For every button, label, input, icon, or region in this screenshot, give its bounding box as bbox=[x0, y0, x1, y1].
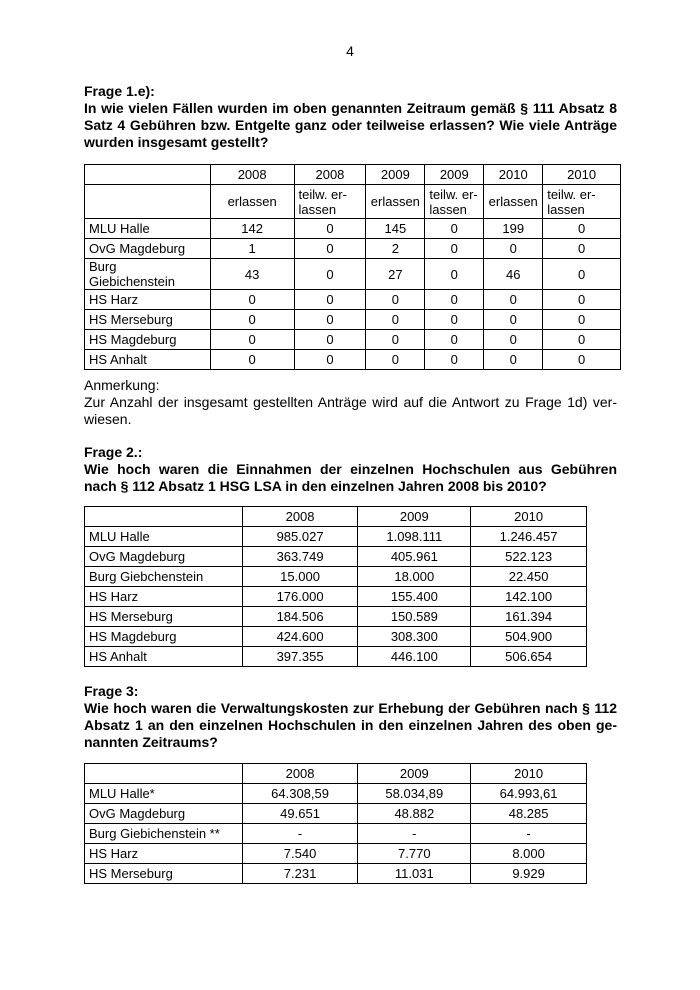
table-row bbox=[85, 824, 587, 844]
row-label: Burg Giebchenstein bbox=[85, 567, 243, 587]
table-cell: 8.000 bbox=[471, 844, 587, 864]
table-cell: 184.506 bbox=[242, 607, 358, 627]
table-cell: 176.000 bbox=[242, 587, 358, 607]
row-label: HS Magdeburg bbox=[85, 627, 243, 647]
table-cell: 0 bbox=[484, 310, 543, 330]
row-label: OvG Magdeburg bbox=[85, 804, 243, 824]
table-header-row bbox=[85, 764, 587, 784]
row-label: HS Harz bbox=[85, 290, 211, 310]
question-2-line-1: Wie hoch waren die Einnahmen der einzelnen Hochschulen aus Gebühren bbox=[84, 461, 617, 477]
table-cell: 11.031 bbox=[358, 864, 471, 884]
table-cell: - bbox=[358, 824, 471, 844]
table-cell: 18.000 bbox=[358, 567, 471, 587]
row-label: HS Harz bbox=[85, 587, 243, 607]
table-cell: 0 bbox=[543, 290, 621, 310]
table-cell: 15.000 bbox=[242, 567, 358, 587]
question-2-label: Frage 2.: bbox=[84, 444, 143, 460]
question-3-label: Frage 3: bbox=[84, 683, 139, 699]
table-row bbox=[85, 290, 621, 310]
subheader-text: erlassen bbox=[488, 194, 538, 209]
row-label: HS Anhalt bbox=[85, 350, 211, 370]
empty-header-cell bbox=[85, 507, 243, 527]
admin-cost-table bbox=[84, 763, 587, 884]
table-header-row bbox=[85, 165, 621, 185]
table-cell: 0 bbox=[294, 259, 366, 290]
table-cell: 22.450 bbox=[471, 567, 587, 587]
table-cell: 308.300 bbox=[358, 627, 471, 647]
table-row bbox=[85, 330, 621, 350]
table-cell: 0 bbox=[210, 310, 294, 330]
table-cell: 58.034,89 bbox=[358, 784, 471, 804]
table-cell: 27 bbox=[366, 259, 425, 290]
year-header: 2010 bbox=[543, 165, 621, 185]
table-cell: 161.394 bbox=[471, 607, 587, 627]
subheader-text: teilw. er- bbox=[547, 186, 596, 202]
subheader-text: teilw. er- bbox=[298, 186, 347, 202]
table-cell: 1 bbox=[210, 239, 294, 259]
table-cell: - bbox=[471, 824, 587, 844]
table-cell: 46 bbox=[484, 259, 543, 290]
note-line-1: Zur Anzahl der insgesamt gestellten Anträge wird auf die Antwort zu Frage 1d) ver- bbox=[84, 394, 617, 410]
table-cell: 397.355 bbox=[242, 647, 358, 667]
revenue-table bbox=[84, 506, 587, 667]
table-cell: 0 bbox=[294, 330, 366, 350]
table-cell: 0 bbox=[366, 350, 425, 370]
year-header: 2010 bbox=[471, 764, 587, 784]
question-3-line-3: nannten Zeitraums? bbox=[84, 734, 218, 750]
subheader-text: erlassen bbox=[227, 194, 277, 209]
table-cell: 64.308,59 bbox=[242, 784, 358, 804]
table-header-row bbox=[85, 507, 587, 527]
empty-header-cell bbox=[85, 165, 211, 185]
table-cell: 0 bbox=[543, 219, 621, 239]
table-cell: 150.589 bbox=[358, 607, 471, 627]
table-cell: 1.098.111 bbox=[358, 527, 471, 547]
table-cell: 199 bbox=[484, 219, 543, 239]
table-row bbox=[85, 239, 621, 259]
table-row bbox=[85, 310, 621, 330]
question-3-line-2: Absatz 1 an den einzelnen Hochschulen in den einzelnen Jahren des oben ge- bbox=[84, 717, 617, 733]
table-cell: 0 bbox=[366, 330, 425, 350]
row-label: HS Merseburg bbox=[85, 864, 243, 884]
table-cell: 64.993,61 bbox=[471, 784, 587, 804]
question-1e-line-2: Satz 4 Gebühren bzw. Entgelte ganz oder teilweise erlassen? Wie viele Anträge bbox=[84, 117, 617, 133]
subheader-cell bbox=[484, 185, 543, 219]
subheader-cell bbox=[210, 185, 294, 219]
question-1e-heading bbox=[84, 83, 617, 151]
table-cell: 0 bbox=[425, 350, 484, 370]
table-cell: 504.900 bbox=[471, 627, 587, 647]
subheader-cell bbox=[543, 185, 621, 219]
table-cell: 0 bbox=[425, 290, 484, 310]
year-header: 2008 bbox=[242, 764, 358, 784]
table-cell: 522.123 bbox=[471, 547, 587, 567]
table-row bbox=[85, 844, 587, 864]
table-cell: 0 bbox=[543, 330, 621, 350]
table-subheader-row bbox=[85, 185, 621, 219]
table-row bbox=[85, 259, 621, 290]
table-cell: 145 bbox=[366, 219, 425, 239]
question-2-heading bbox=[84, 444, 617, 495]
question-2-line-2: nach § 112 Absatz 1 HSG LSA in den einzelnen Jahren 2008 bis 2010? bbox=[84, 478, 547, 494]
year-header: 2009 bbox=[425, 165, 484, 185]
table-cell: 985.027 bbox=[242, 527, 358, 547]
row-label: HS Harz bbox=[85, 844, 243, 864]
table-row bbox=[85, 350, 621, 370]
table-cell: 0 bbox=[425, 330, 484, 350]
table-cell: 7.770 bbox=[358, 844, 471, 864]
waiver-table bbox=[84, 164, 621, 370]
table-cell: 142 bbox=[210, 219, 294, 239]
table-cell: - bbox=[242, 824, 358, 844]
table-cell: 142.100 bbox=[471, 587, 587, 607]
subheader-cell bbox=[366, 185, 425, 219]
table-cell: 446.100 bbox=[358, 647, 471, 667]
table-row bbox=[85, 647, 587, 667]
subheader-text: lassen bbox=[298, 201, 337, 217]
row-label: OvG Magdeburg bbox=[85, 239, 211, 259]
table-cell: 0 bbox=[484, 350, 543, 370]
table-cell: 0 bbox=[366, 310, 425, 330]
row-label: Burg Giebichenstein bbox=[85, 259, 211, 290]
table-row bbox=[85, 547, 587, 567]
table-row bbox=[85, 804, 587, 824]
table-cell: 0 bbox=[484, 330, 543, 350]
question-3-heading bbox=[84, 683, 617, 751]
subheader-text: teilw. er- bbox=[429, 186, 478, 202]
year-header: 2010 bbox=[484, 165, 543, 185]
table-cell: 43 bbox=[210, 259, 294, 290]
row-label: OvG Magdeburg bbox=[85, 547, 243, 567]
year-header: 2008 bbox=[294, 165, 366, 185]
question-1e-line-1: In wie vielen Fällen wurden im oben genannten Zeitraum gemäß § 111 Absatz 8 bbox=[84, 100, 617, 116]
year-header: 2008 bbox=[210, 165, 294, 185]
table-cell: 0 bbox=[294, 239, 366, 259]
table-cell: 0 bbox=[543, 259, 621, 290]
empty-header-cell bbox=[85, 185, 211, 219]
subheader-text: lassen bbox=[429, 201, 467, 217]
table-row bbox=[85, 864, 587, 884]
year-header: 2009 bbox=[358, 507, 471, 527]
table-row bbox=[85, 527, 587, 547]
table-cell: 0 bbox=[294, 219, 366, 239]
table-cell: 7.540 bbox=[242, 844, 358, 864]
note-line-2: wiesen. bbox=[84, 411, 132, 427]
subheader-cell bbox=[294, 185, 366, 219]
year-header: 2009 bbox=[358, 764, 471, 784]
table-cell: 0 bbox=[543, 310, 621, 330]
table-row bbox=[85, 219, 621, 239]
row-label: MLU Halle* bbox=[85, 784, 243, 804]
table-cell: 0 bbox=[366, 290, 425, 310]
table-row bbox=[85, 784, 587, 804]
table-cell: 363.749 bbox=[242, 547, 358, 567]
row-label: Burg Giebichenstein ** bbox=[85, 824, 243, 844]
table-cell: 48.285 bbox=[471, 804, 587, 824]
table-row bbox=[85, 587, 587, 607]
table-cell: 9.929 bbox=[471, 864, 587, 884]
empty-header-cell bbox=[85, 764, 243, 784]
table-cell: 0 bbox=[210, 350, 294, 370]
question-1e-label: Frage 1.e): bbox=[84, 83, 155, 99]
table-cell: 1.246.457 bbox=[471, 527, 587, 547]
table-cell: 0 bbox=[294, 290, 366, 310]
note-label: Anmerkung: bbox=[84, 377, 160, 393]
table-cell: 0 bbox=[543, 350, 621, 370]
page-number: 4 bbox=[346, 43, 354, 59]
table-cell: 0 bbox=[425, 310, 484, 330]
table-cell: 155.400 bbox=[358, 587, 471, 607]
table-cell: 0 bbox=[210, 290, 294, 310]
year-header: 2010 bbox=[471, 507, 587, 527]
table-cell: 0 bbox=[425, 259, 484, 290]
row-label: MLU Halle bbox=[85, 527, 243, 547]
question-1e-line-3: wurden insgesamt gestellt? bbox=[84, 134, 269, 150]
table-cell: 0 bbox=[210, 330, 294, 350]
subheader-text: lassen bbox=[547, 201, 585, 217]
row-label: HS Anhalt bbox=[85, 647, 243, 667]
table-cell: 506.654 bbox=[471, 647, 587, 667]
table-cell: 424.600 bbox=[242, 627, 358, 647]
question-3-line-1: Wie hoch waren die Verwaltungskosten zur Erhebung der Gebühren nach § 112 bbox=[84, 700, 617, 716]
year-header: 2008 bbox=[242, 507, 358, 527]
row-label: HS Magdeburg bbox=[85, 330, 211, 350]
table-cell: 0 bbox=[484, 290, 543, 310]
table-cell: 0 bbox=[294, 310, 366, 330]
table-cell: 7.231 bbox=[242, 864, 358, 884]
table-cell: 0 bbox=[294, 350, 366, 370]
row-label: HS Merseburg bbox=[85, 310, 211, 330]
table-cell: 405.961 bbox=[358, 547, 471, 567]
note bbox=[84, 377, 617, 428]
table-row bbox=[85, 627, 587, 647]
table-cell: 0 bbox=[543, 239, 621, 259]
table-cell: 0 bbox=[484, 239, 543, 259]
table-cell: 48.882 bbox=[358, 804, 471, 824]
subheader-cell bbox=[425, 185, 484, 219]
table-cell: 0 bbox=[425, 219, 484, 239]
row-label: MLU Halle bbox=[85, 219, 211, 239]
table-row bbox=[85, 567, 587, 587]
table-cell: 49.651 bbox=[242, 804, 358, 824]
row-label: HS Merseburg bbox=[85, 607, 243, 627]
table-cell: 0 bbox=[425, 239, 484, 259]
subheader-text: erlassen bbox=[370, 194, 420, 209]
table-cell: 2 bbox=[366, 239, 425, 259]
table-row bbox=[85, 607, 587, 627]
year-header: 2009 bbox=[366, 165, 425, 185]
